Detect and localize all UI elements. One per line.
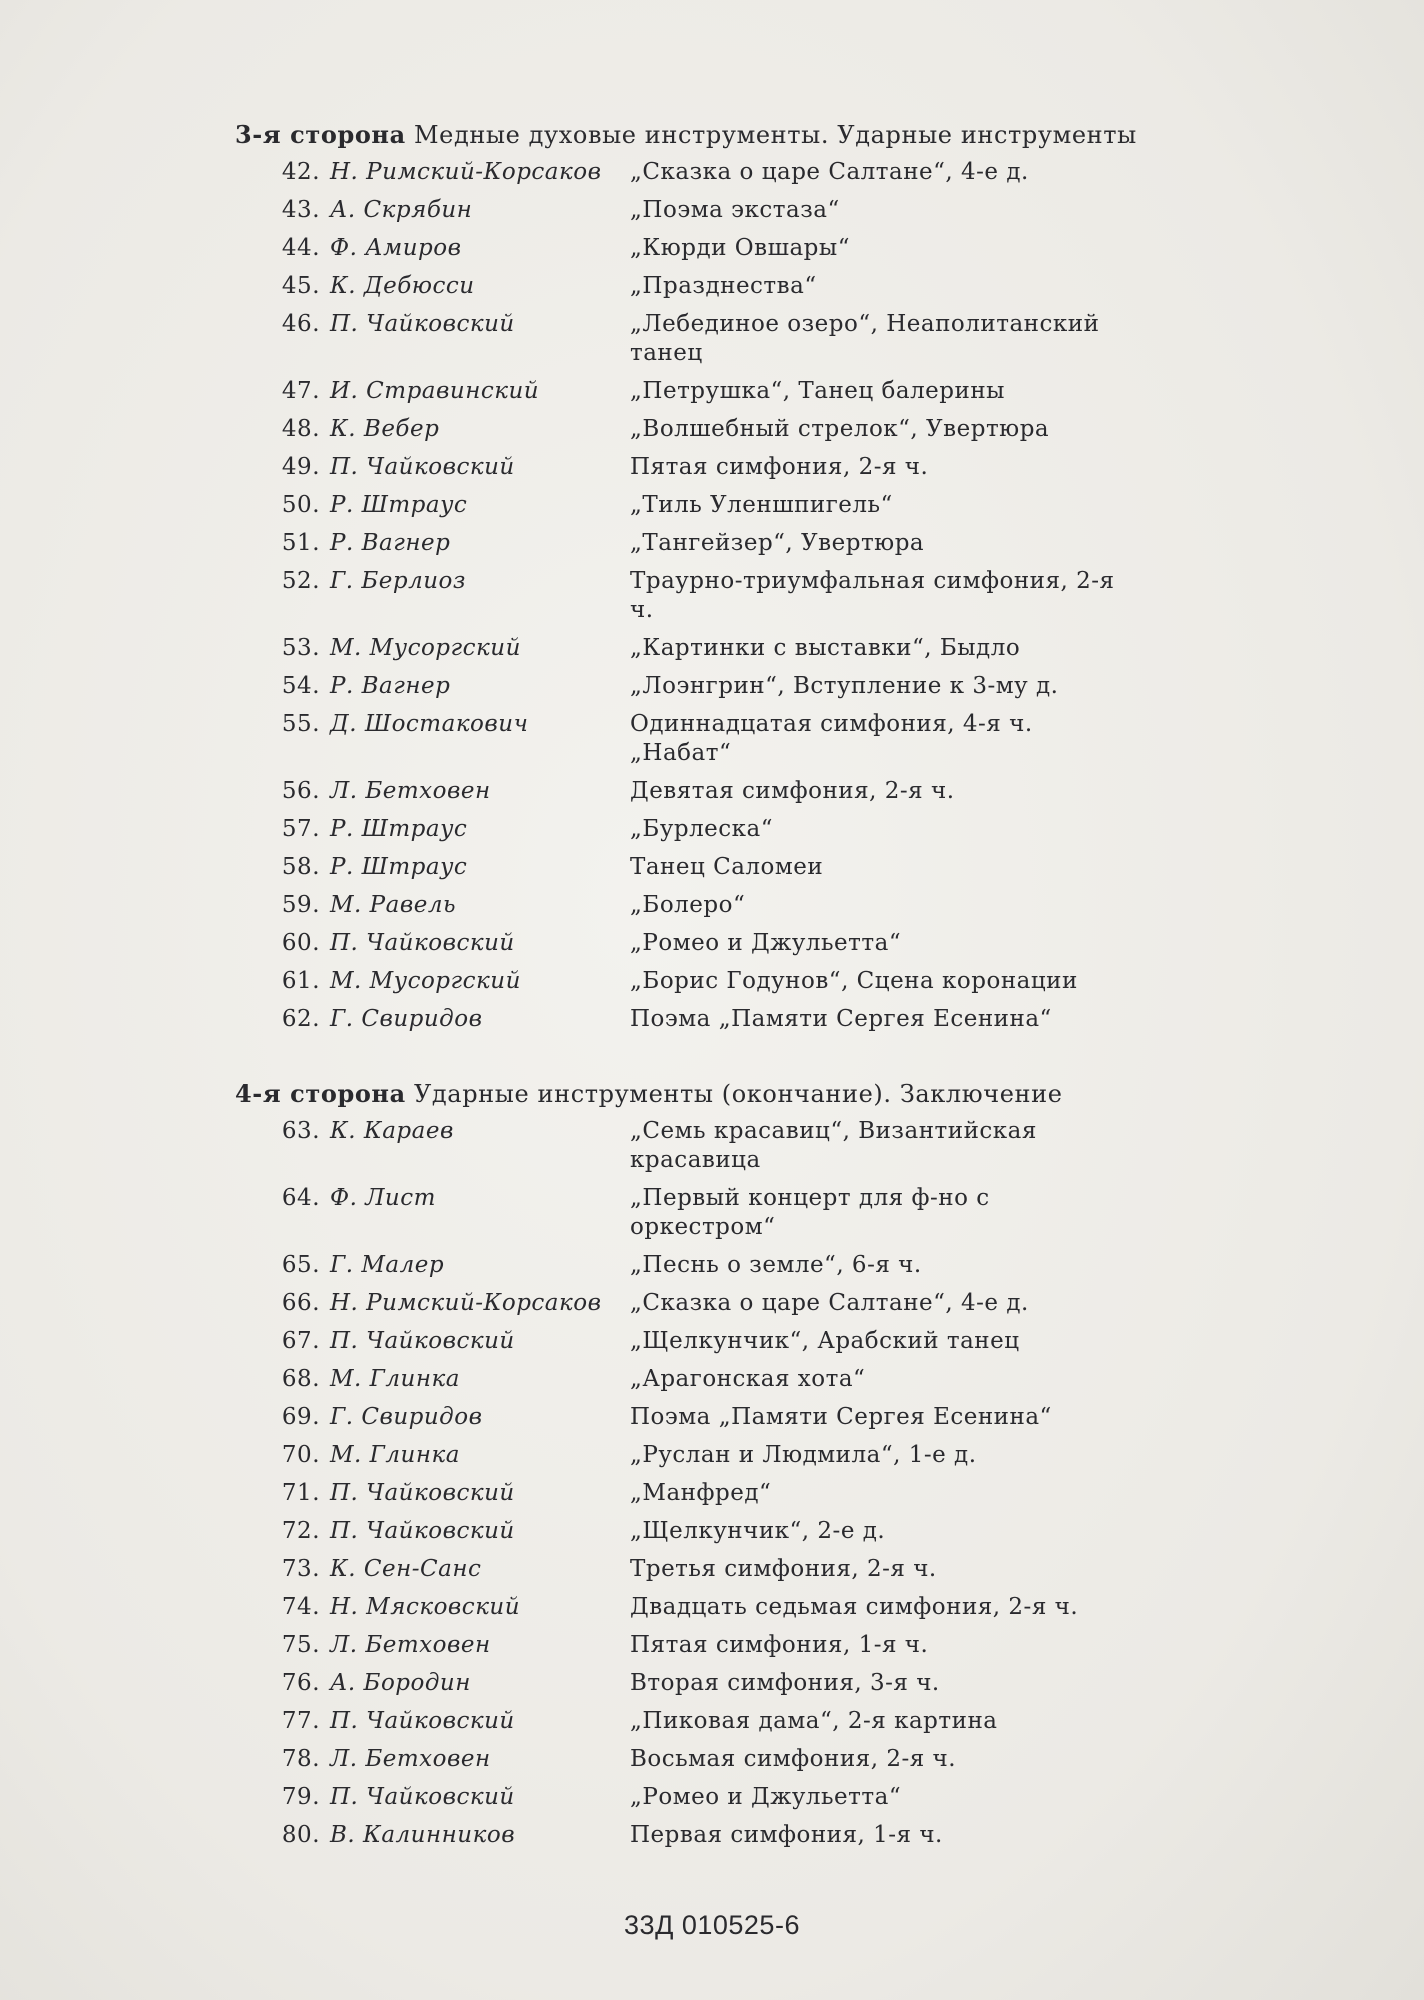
side-4-section bbox=[0, 1077, 1424, 1859]
work-title: „Лоэнгрин“, Вступление к 3-му д. bbox=[630, 673, 1059, 699]
side-3-heading bbox=[235, 118, 1424, 152]
work-title: „Руслан и Людмила“, 1-е д. bbox=[630, 1442, 977, 1468]
work-title: „Манфред“ bbox=[630, 1480, 772, 1506]
track-row bbox=[0, 1365, 1424, 1394]
catalog-number: 33Д 010525-6 bbox=[624, 1910, 800, 1940]
composer-name: Р. Вагнер bbox=[330, 673, 451, 699]
track-row bbox=[0, 1479, 1424, 1508]
track-number: 62. bbox=[281, 1006, 320, 1032]
track-row bbox=[0, 777, 1424, 806]
work-title: Пятая симфония, 1-я ч. bbox=[630, 1632, 929, 1658]
track-number: 58. bbox=[281, 854, 320, 880]
track-number: 48. bbox=[281, 416, 320, 442]
track-number: 46. bbox=[281, 311, 320, 337]
track-number: 64. bbox=[281, 1185, 320, 1211]
composer-name: Р. Штраус bbox=[330, 816, 468, 842]
work-title: „Сказка о царе Салтане“, 4-е д. bbox=[630, 159, 1029, 185]
side-label: 3-я сторона bbox=[235, 120, 406, 149]
work-title: „Лебединое озеро“, Неаполитанский танец bbox=[630, 311, 1100, 366]
track-row bbox=[0, 1745, 1424, 1774]
composer-name: Н. Римский-Корсаков bbox=[330, 1290, 602, 1316]
track-row bbox=[0, 1117, 1424, 1175]
track-number: 43. bbox=[281, 197, 320, 223]
composer-name: П. Чайковский bbox=[330, 1480, 515, 1506]
work-title: Пятая симфония, 2-я ч. bbox=[630, 454, 929, 480]
composer-name: Л. Бетховен bbox=[330, 1632, 491, 1658]
work-title: Одиннадцатая симфония, 4-я ч. „Набат“ bbox=[630, 711, 1033, 766]
track-row bbox=[0, 634, 1424, 663]
track-number: 80. bbox=[281, 1822, 320, 1848]
track-row bbox=[0, 1251, 1424, 1280]
work-title: „Тангейзер“, Увертюра bbox=[630, 530, 925, 556]
work-title: Девятая симфония, 2-я ч. bbox=[630, 778, 955, 804]
work-title: Первая симфония, 1-я ч. bbox=[630, 1822, 943, 1848]
track-number: 54. bbox=[281, 673, 320, 699]
track-number: 65. bbox=[281, 1252, 320, 1278]
work-title: „Пиковая дама“, 2-я картина bbox=[630, 1708, 998, 1734]
work-title: „Первый концерт для ф-но с оркестром“ bbox=[630, 1185, 990, 1240]
work-title: „Семь красавиц“, Византийская красавица bbox=[630, 1118, 1037, 1173]
track-number: 74. bbox=[281, 1594, 320, 1620]
work-title: „Болеро“ bbox=[630, 892, 746, 918]
composer-name: П. Чайковский bbox=[330, 1784, 515, 1810]
composer-name: Н. Римский-Корсаков bbox=[330, 159, 602, 185]
composer-name: Р. Штраус bbox=[330, 492, 468, 518]
track-row bbox=[0, 272, 1424, 301]
track-number: 66. bbox=[281, 1290, 320, 1316]
track-number: 42. bbox=[281, 159, 320, 185]
track-row bbox=[0, 310, 1424, 368]
track-number: 72. bbox=[281, 1518, 320, 1544]
composer-name: К. Караев bbox=[330, 1118, 454, 1144]
track-number: 57. bbox=[281, 816, 320, 842]
track-number: 71. bbox=[281, 1480, 320, 1506]
work-title: „Тиль Уленшпигель“ bbox=[630, 492, 893, 518]
track-number: 70. bbox=[281, 1442, 320, 1468]
track-row bbox=[0, 815, 1424, 844]
work-title: „Ромео и Джульетта“ bbox=[630, 930, 902, 956]
track-row bbox=[0, 891, 1424, 920]
composer-name: Ф. Амиров bbox=[330, 235, 462, 261]
work-title: „Бурлеска“ bbox=[630, 816, 774, 842]
track-row bbox=[0, 529, 1424, 558]
track-row bbox=[0, 1821, 1424, 1850]
track-number: 68. bbox=[281, 1366, 320, 1392]
track-row bbox=[0, 967, 1424, 996]
track-row bbox=[0, 196, 1424, 225]
composer-name: Л. Бетховен bbox=[330, 1746, 491, 1772]
composer-name: М. Глинка bbox=[330, 1442, 460, 1468]
work-title: Поэма „Памяти Сергея Есенина“ bbox=[630, 1404, 1052, 1430]
composer-name: Н. Мясковский bbox=[330, 1594, 521, 1620]
work-title: Поэма „Памяти Сергея Есенина“ bbox=[630, 1006, 1052, 1032]
composer-name: М. Мусоргский bbox=[330, 968, 521, 994]
work-title: Танец Саломеи bbox=[630, 854, 824, 880]
track-row bbox=[0, 491, 1424, 520]
work-title: Траурно-триумфальная симфония, 2-я ч. bbox=[630, 568, 1115, 623]
side-4-heading bbox=[235, 1077, 1424, 1111]
composer-name: К. Вебер bbox=[330, 416, 440, 442]
track-number: 76. bbox=[281, 1670, 320, 1696]
side-title: Медные духовые инструменты. Ударные инструменты bbox=[413, 121, 1137, 149]
composer-name: П. Чайковский bbox=[330, 454, 515, 480]
composer-name: М. Глинка bbox=[330, 1366, 460, 1392]
composer-name: И. Стравинский bbox=[330, 378, 540, 404]
track-row bbox=[0, 1631, 1424, 1660]
work-title: „Сказка о царе Салтане“, 4-е д. bbox=[630, 1290, 1029, 1316]
composer-name: Р. Штраус bbox=[330, 854, 468, 880]
track-row bbox=[0, 1517, 1424, 1546]
track-row bbox=[0, 1184, 1424, 1242]
work-title: „Песнь о земле“, 6-я ч. bbox=[630, 1252, 922, 1278]
track-row bbox=[0, 1593, 1424, 1622]
composer-name: В. Калинников bbox=[330, 1822, 516, 1848]
work-title: Вторая симфония, 3-я ч. bbox=[630, 1670, 940, 1696]
track-number: 56. bbox=[281, 778, 320, 804]
work-title: „Картинки с выставки“, Быдло bbox=[630, 635, 1021, 661]
track-row bbox=[0, 453, 1424, 482]
composer-name: Г. Малер bbox=[330, 1252, 445, 1278]
track-row bbox=[0, 1555, 1424, 1584]
track-row bbox=[0, 234, 1424, 263]
track-number: 75. bbox=[281, 1632, 320, 1658]
track-row bbox=[0, 567, 1424, 625]
composer-name: Д. Шостакович bbox=[330, 711, 529, 737]
track-number: 78. bbox=[281, 1746, 320, 1772]
track-number: 79. bbox=[281, 1784, 320, 1810]
composer-name: К. Сен-Санс bbox=[330, 1556, 482, 1582]
work-title: „Волшебный стрелок“, Увертюра bbox=[630, 416, 1050, 442]
track-number: 61. bbox=[281, 968, 320, 994]
track-list bbox=[0, 1117, 1424, 1850]
track-number: 45. bbox=[281, 273, 320, 299]
composer-name: П. Чайковский bbox=[330, 1328, 515, 1354]
track-row bbox=[0, 929, 1424, 958]
work-title: Восьмая симфония, 2-я ч. bbox=[630, 1746, 957, 1772]
track-number: 52. bbox=[281, 568, 320, 594]
track-row bbox=[0, 415, 1424, 444]
work-title: „Щелкунчик“, 2-е д. bbox=[630, 1518, 886, 1544]
work-title: „Ромео и Джульетта“ bbox=[630, 1784, 902, 1810]
composer-name: Г. Свиридов bbox=[330, 1404, 483, 1430]
track-number: 47. bbox=[281, 378, 320, 404]
composer-name: А. Бородин bbox=[330, 1670, 471, 1696]
track-number: 49. bbox=[281, 454, 320, 480]
composer-name: П. Чайковский bbox=[330, 1518, 515, 1544]
track-row bbox=[0, 377, 1424, 406]
work-title: „Арагонская хота“ bbox=[630, 1366, 866, 1392]
work-title: „Празднества“ bbox=[630, 273, 817, 299]
work-title: Двадцать седьмая симфония, 2-я ч. bbox=[630, 1594, 1079, 1620]
track-row bbox=[0, 1669, 1424, 1698]
track-number: 69. bbox=[281, 1404, 320, 1430]
track-row bbox=[0, 1005, 1424, 1034]
track-number: 73. bbox=[281, 1556, 320, 1582]
composer-name: П. Чайковский bbox=[330, 311, 515, 337]
work-title: „Петрушка“, Танец балерины bbox=[630, 378, 1005, 404]
track-list bbox=[0, 158, 1424, 1034]
track-number: 51. bbox=[281, 530, 320, 556]
side-label: 4-я сторона bbox=[235, 1079, 406, 1108]
track-row bbox=[0, 1289, 1424, 1318]
track-row bbox=[0, 1783, 1424, 1812]
work-title: Третья симфония, 2-я ч. bbox=[630, 1556, 937, 1582]
work-title: „Щелкунчик“, Арабский танец bbox=[630, 1328, 1020, 1354]
track-number: 67. bbox=[281, 1328, 320, 1354]
composer-name: П. Чайковский bbox=[330, 1708, 515, 1734]
track-row bbox=[0, 1403, 1424, 1432]
composer-name: Л. Бетховен bbox=[330, 778, 491, 804]
track-number: 55. bbox=[281, 711, 320, 737]
track-row bbox=[0, 1327, 1424, 1356]
composer-name: М. Равель bbox=[330, 892, 457, 918]
composer-name: М. Мусоргский bbox=[330, 635, 521, 661]
track-number: 44. bbox=[281, 235, 320, 261]
composer-name: К. Дебюсси bbox=[330, 273, 475, 299]
side-title: Ударные инструменты (окончание). Заключение bbox=[413, 1080, 1063, 1108]
track-number: 77. bbox=[281, 1708, 320, 1734]
track-number: 53. bbox=[281, 635, 320, 661]
composer-name: П. Чайковский bbox=[330, 930, 515, 956]
composer-name: А. Скрябин bbox=[330, 197, 473, 223]
track-number: 63. bbox=[281, 1118, 320, 1144]
track-number: 59. bbox=[281, 892, 320, 918]
track-row bbox=[0, 158, 1424, 187]
composer-name: Г. Берлиоз bbox=[330, 568, 466, 594]
track-number: 60. bbox=[281, 930, 320, 956]
work-title: „Кюрди Овшары“ bbox=[630, 235, 850, 261]
track-row bbox=[0, 1441, 1424, 1470]
composer-name: Ф. Лист bbox=[330, 1185, 436, 1211]
composer-name: Р. Вагнер bbox=[330, 530, 451, 556]
track-number: 50. bbox=[281, 492, 320, 518]
track-row bbox=[0, 672, 1424, 701]
side-3-section bbox=[0, 118, 1424, 1043]
composer-name: Г. Свиридов bbox=[330, 1006, 483, 1032]
track-row bbox=[0, 853, 1424, 882]
track-row bbox=[0, 1707, 1424, 1736]
track-row bbox=[0, 710, 1424, 768]
work-title: „Борис Годунов“, Сцена коронации bbox=[630, 968, 1078, 994]
work-title: „Поэма экстаза“ bbox=[630, 197, 840, 223]
